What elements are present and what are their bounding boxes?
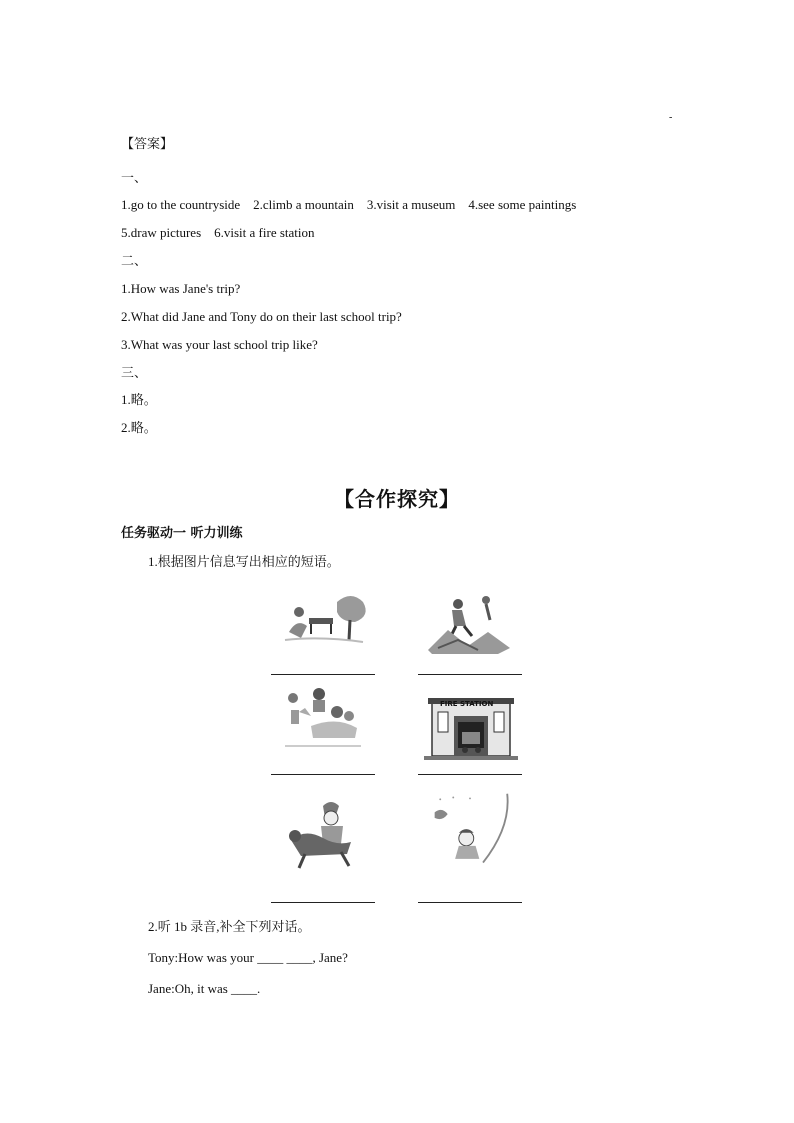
answer-blank-2[interactable] — [418, 674, 522, 675]
dialogue-jane: Jane:Oh, it was ____. — [148, 981, 261, 996]
task-title: 任务驱动一 听力训练 — [121, 526, 243, 541]
countryside-picture — [271, 590, 375, 670]
corner-mark: - — [669, 112, 673, 123]
answer-two-q2: 2.What did Jane and Tony do on their last school trip? — [121, 309, 402, 324]
answer-one-line1: 1.go to the countryside 2.climb a mountain 3.visit a museum 4.see some paintings — [121, 197, 577, 212]
answer-heading: 【答案】 — [121, 136, 174, 151]
section-two-label: 二、 — [121, 253, 148, 268]
exercise2-instruction: 2.听 1b 录音,补全下列对话。 — [148, 919, 311, 934]
answer-blank-6[interactable] — [418, 902, 522, 903]
answer-one-line2: 5.draw pictures 6.visit a fire station — [121, 225, 315, 240]
climb-mountain-picture — [418, 590, 522, 670]
answer-two-q3: 3.What was your last school trip like? — [121, 337, 318, 352]
answer-blank-4[interactable] — [418, 774, 522, 775]
section-one-label: 一、 — [121, 170, 148, 185]
fire-station-sign: FIRE STATION — [440, 700, 494, 708]
fire-station-picture — [418, 686, 522, 766]
answer-blank-3[interactable] — [271, 774, 375, 775]
exercise1-instruction: 1.根据图片信息写出相应的短语。 — [148, 554, 340, 569]
answer-blank-1[interactable] — [271, 674, 375, 675]
answer-three-a2: 2.略。 — [121, 420, 157, 435]
cooperate-title: 【合作探究】 — [334, 489, 460, 511]
dialogue-tony: Tony:How was your ____ ____, Jane? — [148, 950, 348, 965]
section-three-label: 三、 — [121, 365, 148, 380]
museum-visit-picture — [271, 686, 375, 766]
answer-two-q1: 1.How was Jane's trip? — [121, 281, 241, 296]
answer-three-a1: 1.略。 — [121, 392, 157, 407]
drawing-picture — [418, 790, 522, 870]
riding-picture — [271, 796, 375, 876]
answer-blank-5[interactable] — [271, 902, 375, 903]
